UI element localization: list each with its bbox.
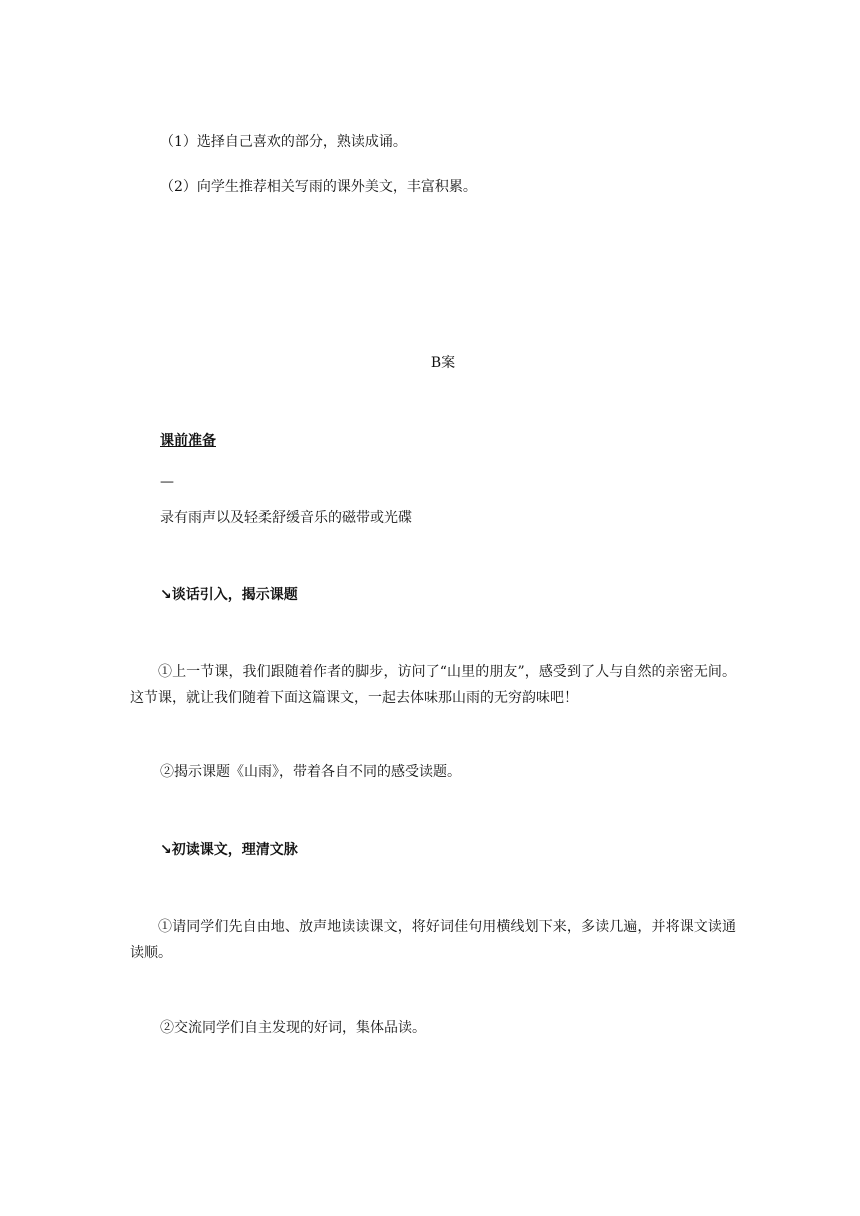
step1-heading: ↘谈话引入，揭示课题	[160, 587, 298, 603]
prep-text: 录有雨声以及轻柔舒缓音乐的磁带或光碟	[160, 510, 412, 526]
step1-item-2: ②揭示课题《山雨》，带着各自不同的感受读题。	[160, 764, 461, 780]
a-item-2: （2）向学生推荐相关写雨的课外美文，丰富积累。	[160, 179, 477, 195]
step2-item-1: ①请同学们先自由地、放声地读读课文，将好词佳句用横线划下来，多读几遍，并将课文读通读顺。	[130, 919, 736, 961]
section-b-title: B案	[430, 355, 456, 371]
step1-item-1: ①上一节课，我们跟随着作者的脚步，访问了“山里的朋友”，感受到了人与自然的亲密无间。这节课，就让我们随着下面这篇课文，一起去体味那山雨的无穷韵味吧！	[130, 664, 736, 706]
step2-item-2: ②交流同学们自主发现的好词，集体品读。	[160, 1020, 426, 1036]
dash-mark: —	[160, 474, 174, 490]
prep-heading: 课前准备	[160, 433, 216, 449]
step2-heading: ↘初读课文，理清文脉	[160, 842, 298, 858]
a-item-1: （1）选择自己喜欢的部分，熟读成诵。	[160, 134, 407, 150]
